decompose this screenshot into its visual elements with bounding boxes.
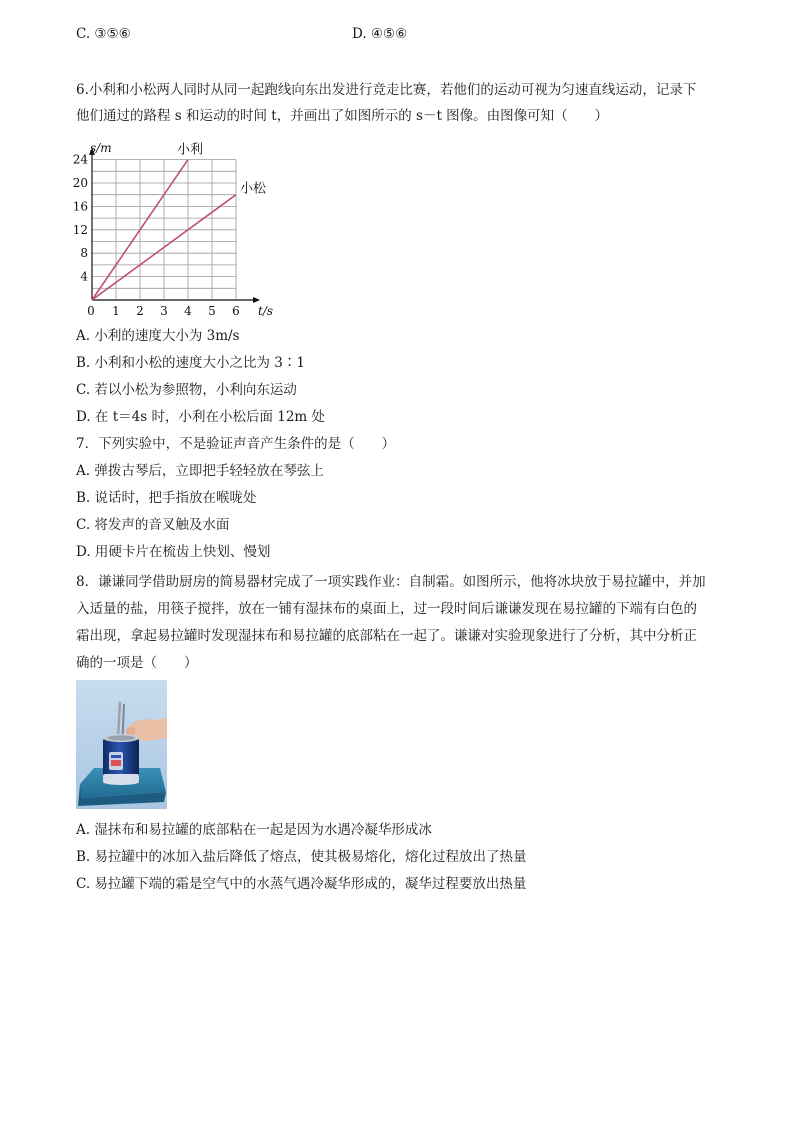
q5-option-d: D. ④⑤⑥ — [352, 26, 408, 42]
q8-option-a: A. 湿抹布和易拉罐的底部粘在一起是因为水遇冷凝华形成冰 — [76, 822, 432, 838]
st-graph — [64, 132, 274, 322]
q6-option-d: D. 在 t＝4s 时，小利在小松后面 12m 处 — [76, 409, 326, 425]
x-tick-label: 5 — [208, 304, 216, 318]
q5-option-c: C. ③⑤⑥ — [76, 26, 131, 42]
graph-grid — [92, 160, 236, 300]
x-tick-label: 3 — [160, 304, 168, 318]
x-tick-label: 2 — [136, 304, 144, 318]
q6-option-b: B. 小利和小松的速度大小之比为 3∶1 — [76, 355, 305, 371]
x-axis-arrow — [253, 297, 260, 303]
x-axis-label: t/s — [258, 304, 274, 318]
y-tick-label: 4 — [80, 269, 88, 284]
q7-option-d: D. 用硬卡片在梳齿上快划、慢划 — [76, 544, 271, 560]
q6-stem-line2: 他们通过的路程 s 和运动的时间 t，并画出了如图所示的 s－t 图像。由图像可知（ ） — [76, 108, 609, 124]
q7-option-a: A. 弹拨古琴后，立即把手轻轻放在琴弦上 — [76, 463, 324, 479]
q6-option-a: A. 小利的速度大小为 3m/s — [76, 328, 240, 344]
series-label: 小利 — [176, 142, 204, 158]
q7-option-b: B. 说话时，把手指放在喉咙处 — [76, 490, 257, 506]
q7-option-c: C. 将发声的音叉触及水面 — [76, 517, 230, 533]
q8-stem-line4: 确的一项是（ ） — [76, 655, 198, 671]
origin-label: 0 — [87, 304, 95, 318]
q6-option-c: C. 若以小松为参照物，小利向东运动 — [76, 382, 297, 398]
y-tick-label: 20 — [72, 176, 88, 190]
frost-can-photo — [76, 680, 167, 809]
x-tick-label: 6 — [232, 304, 240, 318]
y-tick-label: 12 — [72, 222, 88, 237]
y-axis-label: s/m — [90, 140, 112, 155]
q7-stem: 7．下列实验中，不是验证声音产生条件的是（ ） — [76, 436, 396, 452]
q6-stem-line1: 6.小利和小松两人同时从同一起跑线向东出发进行竞走比赛，若他们的运动可视为匀速直线运动，记录下 — [76, 82, 697, 98]
x-tick-label: 4 — [184, 304, 192, 318]
q8-stem-line1: 8．谦谦同学借助厨房的简易器材完成了一项实践作业：自制霜。如图所示，他将冰块放于易拉罐中，并加 — [76, 574, 706, 590]
y-tick-label: 8 — [80, 246, 88, 261]
x-tick-label: 1 — [112, 304, 120, 318]
q8-stem-line2: 入适量的盐，用筷子搅拌，放在一铺有湿抹布的桌面上，过一段时间后谦谦发现在易拉罐的下端有白色的 — [76, 601, 697, 617]
q8-option-c: C. 易拉罐下端的霜是空气中的水蒸气遇冷凝华形成的，凝华过程要放出热量 — [76, 876, 527, 892]
y-tick-label: 16 — [72, 199, 88, 214]
series-label: 小松 — [240, 181, 267, 197]
y-tick-label: 24 — [72, 152, 88, 167]
q8-option-b: B. 易拉罐中的冰加入盐后降低了熔点，使其极易熔化，熔化过程放出了热量 — [76, 849, 527, 865]
q8-stem-line3: 霜出现，拿起易拉罐时发现湿抹布和易拉罐的底部粘在一起了。谦谦对实验现象进行了分析，其中分析正 — [76, 628, 697, 644]
